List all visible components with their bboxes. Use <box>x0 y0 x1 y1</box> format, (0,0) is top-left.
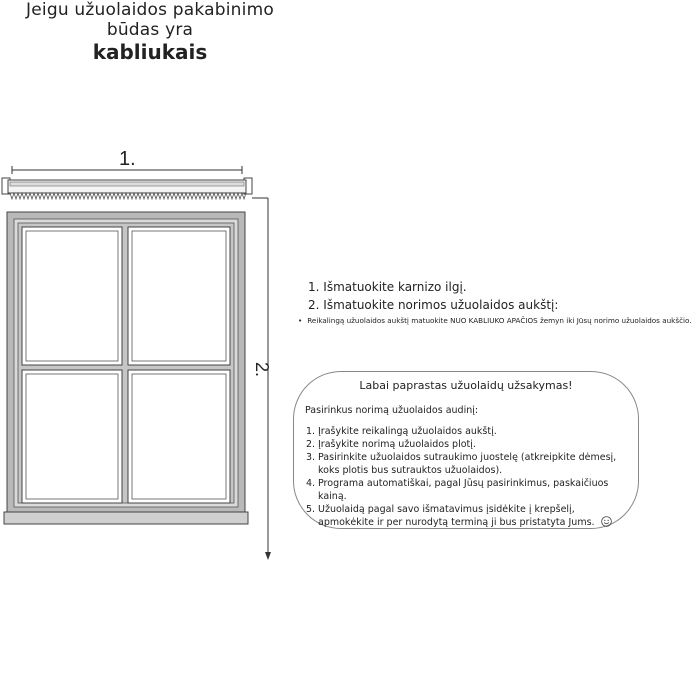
step-text: Išmatuokite karnizo ilgį. <box>323 280 467 294</box>
window-measurement-diagram <box>0 0 303 700</box>
list-item <box>306 451 626 477</box>
list-item <box>306 438 626 451</box>
height-label: 2. <box>252 362 272 378</box>
window-sill <box>4 512 248 524</box>
bullet-icon: • <box>298 316 303 325</box>
order-box-title: Labai paprastas užuolaidų užsakymas! <box>359 379 573 392</box>
list-item <box>306 477 626 503</box>
list-number: 5. <box>306 504 316 515</box>
order-steps-list <box>306 425 626 529</box>
list-text: Programa automatiškai, pagal Jūsų pasirinkimus, paskaičiuos kainą. <box>318 478 609 502</box>
step-text: Išmatuokite norimos užuolaidos aukštį: <box>323 298 559 312</box>
step-item <box>308 280 467 294</box>
list-number: 4. <box>306 478 316 489</box>
heading-line-1: Jeigu užuolaidos pakabinimo būdas yra <box>26 0 274 40</box>
list-number: 3. <box>306 452 316 463</box>
width-label: 1. <box>119 148 136 170</box>
curtain-rail <box>2 178 252 194</box>
list-number: 1. <box>306 426 316 437</box>
step-number: 2. <box>308 298 320 312</box>
measurement-note <box>298 316 692 325</box>
list-number: 2. <box>306 439 316 450</box>
step-number: 1. <box>308 280 320 294</box>
note-text: Reikalingą užuolaidos aukštį matuokite NUO KABLIUKO APAČIOS žemyn iki Jūsų norimo užuolaidos aukščio. <box>307 316 692 325</box>
list-text: Užuolaidą pagal savo išmatavimus įsidėkite į krepšelį, apmokėkite ir per nurodytą terminą ji bus pristatyta Jums. <box>318 504 595 528</box>
order-box-intro: Pasirinkus norimą užuolaidos audinį: <box>305 405 479 416</box>
list-text: Įrašykite norimą užuolaidos plotį. <box>318 439 476 450</box>
list-item <box>306 425 626 438</box>
list-item <box>306 503 626 529</box>
height-dimension-line <box>252 198 271 560</box>
curtain-hooks <box>10 193 246 199</box>
heading-line-2: kabliukais <box>92 40 208 64</box>
step-item <box>308 298 558 312</box>
smiley-icon <box>601 516 612 527</box>
list-text: Įrašykite reikalingą užuolaidos aukštį. <box>318 426 497 437</box>
list-text: Pasirinkite užuolaidos sutraukimo juostelę (atkreipkite dėmesį, koks plotis bus sutrauktos užuolaidos). <box>318 452 617 476</box>
